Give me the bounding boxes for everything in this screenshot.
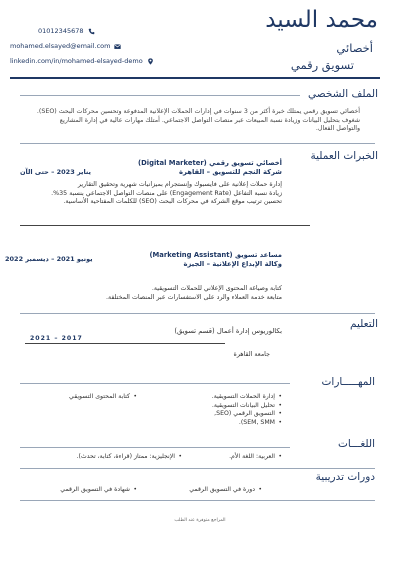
profile-text: أخصائي تسويق رقمي يمتلك خبرة أكثر من 3 سنوات في إدارات الحملات الإعلانية المدفوعة وتحسين محركات البحث (SEO). شغوف بتحليل البيانات وزيادة نسبة المبيعات عبر منصات التواصل الاجتماعي. أمتلك مهارات عالية في إدارة المشاريع والتواصل الفعال.: [36, 108, 360, 133]
courses-heading: دورات تدريبية: [315, 471, 375, 483]
skill-item: • SEM, SMM).: [190, 419, 282, 428]
education-rule: [25, 343, 225, 344]
profile-bottom-rule: [20, 143, 375, 144]
job1-item: زيادة نسبة التفاعل (Engagement Rate) على منصات التواصل الاجتماعي بنسبة 35%.: [51, 189, 282, 197]
languages-bottom-rule: [20, 468, 375, 469]
skills-list-right: [190, 393, 282, 427]
experience-divider: [20, 225, 310, 226]
job1-items: [51, 181, 282, 207]
education-university: جامعة القاهرة: [233, 351, 270, 358]
course-item: • دورة في التسويق الرقمي: [189, 486, 262, 495]
phone-icon: [88, 28, 95, 35]
job1-item: تحسين ترتيب موقع الشركة في محركات البحث (SEO) للكلمات المفتاحية الأساسية.: [63, 198, 282, 206]
skill-item: • كتابة المحتوى التسويقي: [69, 393, 137, 402]
languages-list-left: [77, 453, 182, 462]
education-dates: 2021 – 2017: [30, 335, 83, 342]
skill-item: • تحليل البيانات التسويقية.: [190, 402, 282, 411]
job1-company: شركة النجم للتسويق – القاهرة: [179, 168, 282, 176]
job2-item: كتابة وصياغة المحتوى الإعلاني للحملات التسويقية.: [151, 285, 282, 292]
profile-rule: [20, 95, 300, 96]
education-heading: التعليم: [350, 318, 378, 330]
skills-bottom-rule: [20, 447, 290, 448]
email-text[interactable]: mohamed.elsayed@email.com: [10, 42, 111, 50]
language-item: • الإنجليزية: ممتاز (قراءة، كتابة، تحدث).: [77, 453, 182, 462]
courses-list-left: [60, 486, 137, 495]
email-contact[interactable]: [10, 42, 121, 50]
courses-bottom-rule: [20, 500, 375, 501]
linkedin-contact[interactable]: [10, 57, 154, 65]
job2-company: وكالة الإبداع الإعلانية – الجيزة: [183, 260, 282, 268]
job2-title: مساعد تسويق (Marketing Assistant): [149, 251, 282, 259]
skills-heading: المهـــــارات: [321, 376, 375, 388]
job2-item: متابعة خدمة العملاء والرد على الاستفسارات عبر المنصات المختلفة.: [106, 293, 282, 301]
skill-item: • إدارة الحملات التسويقية.: [190, 393, 282, 402]
candidate-name: محمد السيد: [265, 7, 378, 33]
skills-list-left: [69, 393, 137, 402]
job1-dates: يناير 2023 – حتى الآن: [20, 168, 92, 176]
languages-list-right: [229, 453, 282, 462]
job-title: أخصائي: [336, 41, 373, 55]
education-degree: بكالوريوس إدارة أعمال (قسم تسويق): [174, 327, 282, 335]
phone-text: 01012345678: [38, 27, 84, 35]
phone-contact: [38, 27, 95, 35]
job1-item: إدارة حملات إعلانية على فايسبوك وإنستجرام بميزانيات شهرية وتحقيق التقارير: [77, 181, 282, 188]
languages-heading: اللغـــات: [338, 438, 375, 450]
references-note: المراجع متوفرة عند الطلب: [174, 518, 226, 523]
language-item: • العربية: اللغة الأم.: [229, 453, 282, 462]
courses-list-right: [189, 486, 262, 495]
job1-title: أخصائي تسويق رقمي (Digital Marketer): [138, 159, 282, 167]
job2-dates: يونيو 2021 – ديسمبر 2022: [5, 255, 93, 263]
header-divider: [10, 77, 380, 79]
profile-heading: الملف الشخصي: [308, 88, 378, 100]
job2-items: [106, 285, 282, 302]
location-icon: [147, 58, 154, 65]
course-item: • شهادة في التسويق الرقمي: [60, 486, 137, 495]
skill-item: • التسويق الرقمي (SEO,: [190, 410, 282, 419]
experience-bottom-rule: [20, 313, 375, 314]
linkedin-text[interactable]: linkedin.com/in/mohamed-elsayed-demo: [10, 57, 143, 65]
email-icon: [114, 43, 121, 50]
job-subtitle: تسويق رقمي: [290, 58, 354, 72]
education-bottom-rule: [20, 383, 290, 384]
experience-heading: الخبرات العملية: [310, 150, 378, 162]
